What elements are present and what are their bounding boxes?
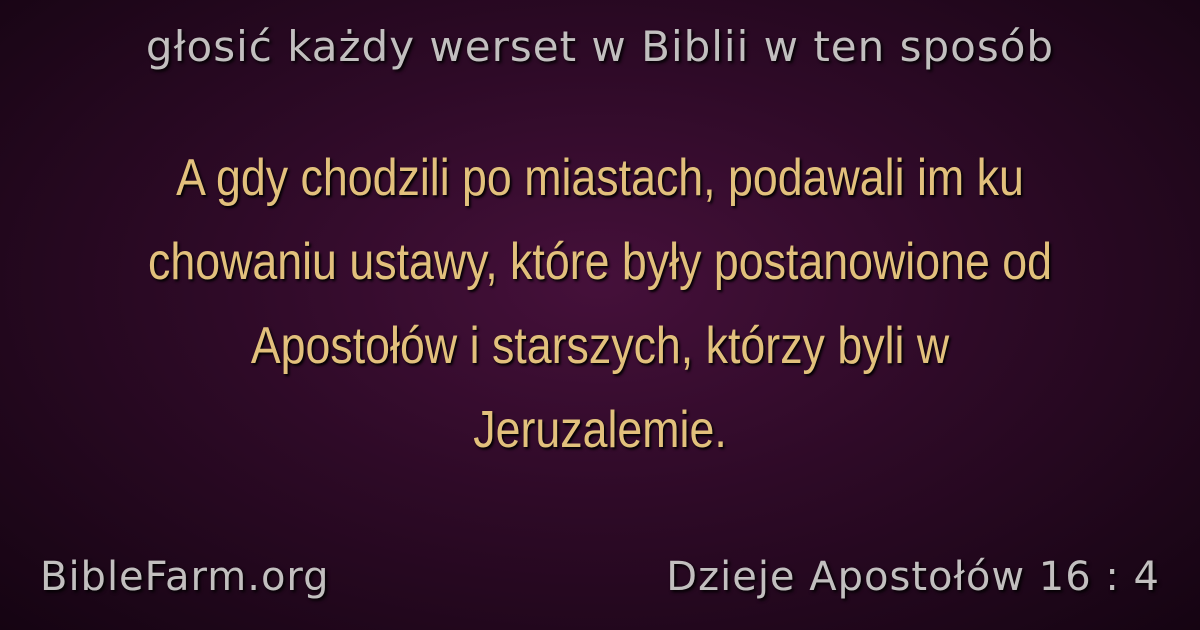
- site-name: BibleFarm.org: [40, 554, 330, 600]
- header-caption: głosić każdy werset w Biblii w ten sposób: [145, 22, 1055, 71]
- verse-text: A gdy chodzili po miastach, podawali im ku chowaniu ustawy, które były postanowione od Apostołów i starszych, którzy byli w Jeruzalemie.: [147, 149, 1053, 459]
- verse-reference: Dzieje Apostołów 16 : 4: [666, 554, 1160, 600]
